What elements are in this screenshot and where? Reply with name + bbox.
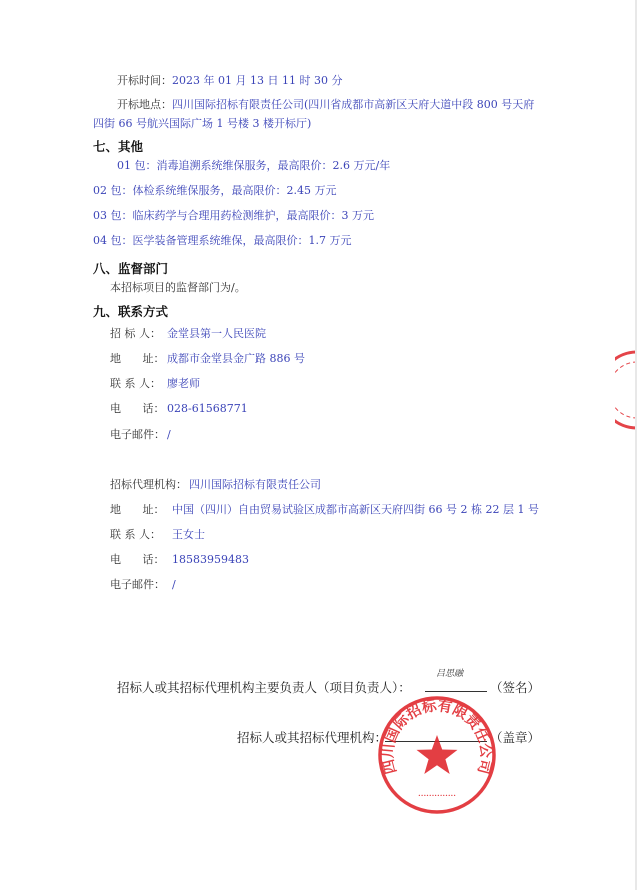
opening-place-value-1: 四川国际招标有限责任公司(四川省成都市高新区天府大道中段 800 号天府	[172, 98, 535, 111]
handwritten-signature: 吕思融	[436, 669, 464, 679]
cross-page-seal	[615, 350, 637, 430]
buyer-phone-value: 028-61568771	[167, 402, 248, 415]
agent-email-label: 电子邮件：	[110, 578, 165, 591]
buyer-email-label: 电子邮件：	[110, 428, 165, 441]
section-9-title: 九、联系方式	[93, 304, 169, 319]
signature-underline	[425, 691, 487, 692]
buyer-addr-value: 成都市金堂县金广路 886 号	[167, 352, 305, 365]
buyer-contact-label: 联 系 人：	[110, 377, 161, 390]
package-2: 02 包：体检系统维保服务，最高限价：2.45 万元	[93, 184, 337, 197]
package-3: 03 包：临床药学与合理用药检测维护，最高限价：3 万元	[93, 209, 374, 222]
seal-text: 四川国际招标有限责任公司	[379, 697, 495, 776]
section-7-title: 七、其他	[93, 139, 144, 154]
signature-suffix: （签名）	[490, 680, 541, 695]
buyer-phone-label: 电 话：	[110, 402, 165, 415]
agent-name-value: 四川国际招标有限责任公司	[189, 478, 321, 491]
seal-suffix: （盖章）	[490, 730, 541, 745]
buyer-addr-label: 地 址：	[110, 352, 165, 365]
agent-phone-value: 18583959483	[172, 553, 249, 566]
opening-time	[117, 74, 342, 88]
package-4: 04 包：医学装备管理系统维保，最高限价：1.7 万元	[93, 234, 352, 247]
buyer-name-value: 金堂县第一人民医院	[167, 327, 266, 340]
seal-line-label: 招标人或其招标代理机构：	[237, 730, 388, 745]
section-8-title: 八、监督部门	[93, 261, 169, 276]
agent-email-value: /	[172, 578, 176, 591]
buyer-email-value: /	[167, 428, 171, 441]
opening-time-label: 开标时间：	[117, 74, 172, 87]
agent-addr-label: 地 址：	[110, 503, 165, 516]
supervision-text: 本招标项目的监督部门为/。	[110, 281, 246, 294]
opening-place	[117, 98, 534, 112]
agent-contact-label: 联 系 人：	[110, 528, 161, 541]
agent-name-label: 招标代理机构：	[110, 478, 187, 491]
opening-time-value: 2023 年 01 月 13 日 11 时 30 分	[172, 74, 343, 87]
opening-place-label: 开标地点：	[117, 98, 172, 111]
agent-addr-value: 中国（四川）自由贸易试验区成都市高新区天府四街 66 号 2 栋 22 层 1 号	[172, 503, 539, 516]
agent-contact-value: 王女士	[172, 528, 205, 541]
buyer-name-label: 招 标 人：	[110, 327, 161, 340]
buyer-contact-value: 廖老师	[167, 377, 200, 390]
official-seal	[375, 693, 499, 817]
seal-serial: ••••••••••••••	[418, 794, 456, 799]
opening-place-value-2: 四街 66 号航兴国际广场 1 号楼 3 楼开标厅)	[93, 117, 312, 130]
signature-line-label: 招标人或其招标代理机构主要负责人（项目负责人）：	[117, 680, 411, 695]
seal-star-icon	[417, 735, 458, 774]
agent-phone-label: 电 话：	[110, 553, 165, 566]
package-1: 01 包：消毒追溯系统维保服务，最高限价：2.6 万元/年	[117, 159, 391, 172]
